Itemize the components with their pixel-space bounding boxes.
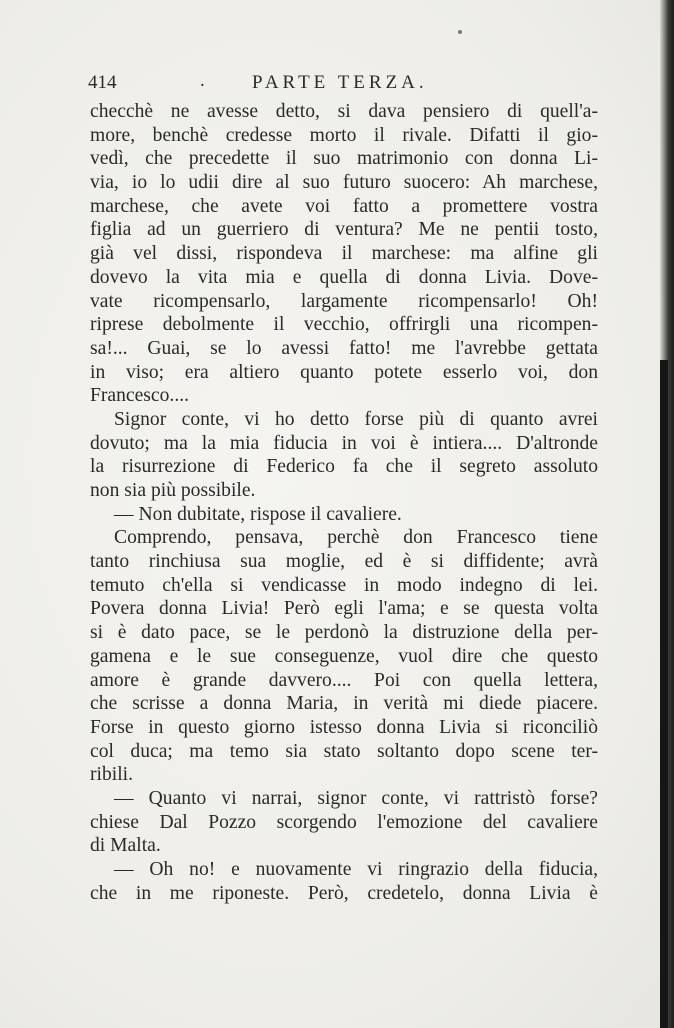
text-line: vedì, che precedette il suo matrimonio con donna Li- bbox=[90, 148, 598, 170]
text-line: la risurrezione di Federico fa che il segreto assoluto bbox=[90, 456, 598, 478]
body-text bbox=[90, 100, 598, 905]
text-line: in viso; era altiero quanto potete esserlo voi, don bbox=[90, 361, 598, 383]
text-line: Povera donna Livia! Però egli l'ama; e se questa volta bbox=[90, 598, 598, 620]
text-line: già vel dissi, rispondeva il marchese: ma alfine gli bbox=[90, 243, 598, 265]
text-line: more, benchè credesse morto il rivale. Difatti il gio- bbox=[90, 124, 598, 146]
page-number: 414 bbox=[88, 72, 117, 93]
text-line: si è dato pace, se le perdonò la distruzione della per- bbox=[90, 622, 598, 644]
text-line: — Non dubitate, rispose il cavaliere. bbox=[114, 503, 402, 525]
page-header bbox=[88, 72, 598, 96]
text-line: chiese Dal Pozzo scorgendo l'emozione del cavaliere bbox=[90, 811, 598, 833]
text-line: amore è grande davvero.... Poi con quella lettera, bbox=[90, 669, 598, 691]
text-line: dovevo la vita mia e quella di donna Livia. Dove- bbox=[90, 266, 598, 288]
text-line: — Quanto vi narrai, signor conte, vi rattristò forse? bbox=[114, 787, 598, 809]
running-title: PARTE TERZA. bbox=[252, 72, 428, 93]
text-line: gamena e le sue conseguenze, vuol dire che questo bbox=[90, 645, 598, 667]
text-line: Forse in questo giorno istesso donna Livia si riconciliò bbox=[90, 716, 598, 738]
text-line: figlia ad un guerriero di ventura? Me ne pentii tosto, bbox=[90, 219, 598, 241]
text-line: temuto ch'ella si vendicasse in modo indegno di lei. bbox=[90, 574, 598, 596]
text-line: checchè ne avesse detto, si dava pensiero di quell'a- bbox=[90, 101, 598, 122]
text-line: dovuto; ma la mia fiducia in voi è intiera.... D'altronde bbox=[90, 432, 598, 454]
text-line: che in me riponeste. Però, credetelo, donna Livia è bbox=[90, 882, 598, 904]
text-line: marchese, che avete voi fatto a promettere vostra bbox=[90, 195, 598, 217]
text-line: via, io lo udii dire al suo futuro suocero: Ah marchese, bbox=[90, 172, 598, 194]
text-line: non sia più possibile. bbox=[90, 480, 256, 501]
text-line: ribili. bbox=[90, 764, 133, 786]
book-spine-shadow bbox=[660, 360, 668, 1028]
text-line: sa!... Guai, se lo avessi fatto! me l'avrebbe gettata bbox=[90, 337, 598, 359]
text-line: vate ricompensarlo, largamente ricompensarlo! Oh! bbox=[90, 290, 598, 312]
text-line: che scrisse a donna Maria, in verità mi diede piacere. bbox=[90, 693, 598, 715]
header-separator: . bbox=[200, 70, 205, 91]
text-line: Signor conte, vi ho detto forse più di quanto avrei bbox=[114, 408, 598, 430]
ink-speck bbox=[458, 30, 462, 34]
text-line: — Oh no! e nuovamente vi ringrazio della fiducia, bbox=[114, 859, 598, 880]
text-line: tanto rinchiusa sua moglie, ed è si diffidente; avrà bbox=[90, 551, 598, 573]
text-line: di Malta. bbox=[90, 835, 161, 857]
text-line: Francesco.... bbox=[90, 385, 190, 407]
text-line: riprese debolmente il vecchio, offrirgli una ricompen- bbox=[90, 314, 598, 336]
text-line: col duca; ma temo sia stato soltanto dopo scene ter- bbox=[90, 740, 598, 762]
text-line: Comprendo, pensava, perchè don Francesco tiene bbox=[114, 527, 598, 549]
